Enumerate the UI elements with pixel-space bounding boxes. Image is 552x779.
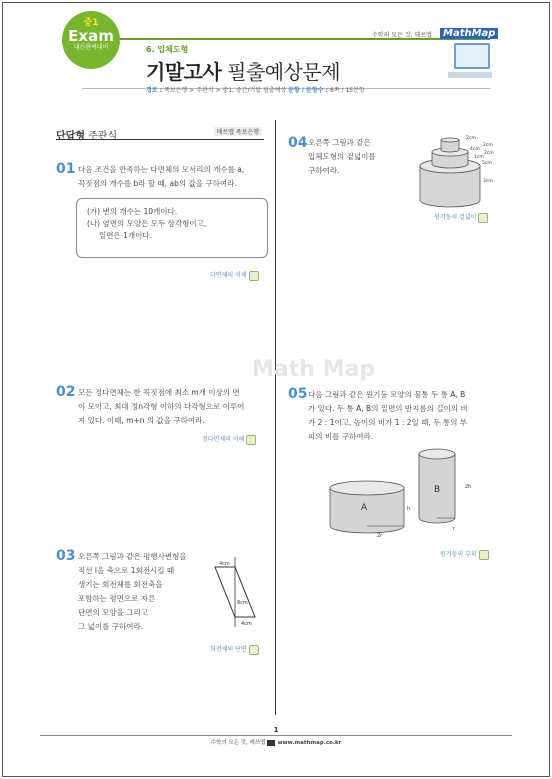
keyboard-icon [448, 72, 492, 78]
question-line: 입체도형의 겉넓이를 [308, 152, 376, 161]
question-number-03: 03 [56, 548, 76, 564]
question-line: 꼭짓점의 개수를 b라 할 때, ab의 값을 구하여라. [78, 179, 237, 188]
question-line: 생기는 회전체를 회전축을 [78, 580, 163, 589]
question-line: 이 모이고, 최대 정n각형 이하의 다각형으로 이루어 [78, 402, 245, 411]
question-line: 져 있다. 이때, m+n 의 값을 구하여라. [78, 416, 205, 425]
question-text-03 [78, 550, 208, 634]
note-icon [479, 550, 489, 560]
unit-label: 6. 입체도형 [146, 45, 189, 54]
label-b: B [434, 485, 441, 495]
label-r1: 2r [377, 533, 383, 539]
note-icon [478, 213, 488, 223]
section-title-rest: 주관식 [84, 131, 118, 142]
question-line: 가 있다. 두 통 A, B의 밑면의 반지름의 길이의 비 [308, 404, 468, 413]
parallelogram-figure [205, 555, 265, 630]
hint-03[interactable] [210, 644, 259, 655]
badge-grade: 중1 [83, 18, 99, 28]
question-line: 직선 l을 축으로 1회전시킬 때 [78, 566, 175, 575]
stacked-cylinders-figure [408, 130, 498, 210]
exam-badge [62, 11, 120, 69]
question-line: 포함하는 평면으로 자른 [78, 594, 156, 603]
hint-01[interactable] [210, 270, 259, 281]
fig-label-bot: 4cm [241, 621, 252, 627]
note-icon [249, 271, 259, 281]
question-line: 단면의 모양을 그리고 [78, 608, 148, 617]
watermark: Math Map [252, 357, 376, 382]
footer-square-icon [267, 740, 275, 746]
two-cylinders-figure [325, 440, 500, 540]
fig-label: 4cm [470, 147, 480, 152]
question-line: 구하여라. [308, 166, 340, 175]
mathmap-logo: MathMap [440, 28, 498, 39]
section-title-bold: 단답형 [56, 131, 85, 142]
fig-label: 2cm [466, 136, 476, 141]
page-number: 1 [273, 726, 279, 734]
hint-label: 다면체의 이해 [210, 272, 247, 279]
question-line: 다음 그림과 같은 원기둥 모양의 물통 두 통 A, B [308, 390, 466, 399]
fig-label: 3cm [483, 179, 493, 184]
count-label: 문항 / 문항수 : [288, 87, 331, 94]
condition-line: (나) 옆면의 모양은 모두 삼각형이고, [87, 219, 207, 228]
fig-label: 5cm [482, 161, 492, 166]
hint-label: 원기둥의 부피 [440, 551, 477, 558]
fig-label-mid: 8cm [237, 600, 248, 606]
section-header [56, 124, 264, 140]
hint-label: 원기둥의 겉넓이 [434, 214, 477, 221]
question-line: 오른쪽 그림과 같은 평행사변형을 [78, 552, 187, 561]
question-text-01 [78, 163, 272, 191]
question-line: 모든 정다면체는 한 꼭짓점에 최소 m개 이상의 면 [78, 388, 240, 397]
title-bold: 기말고사 [146, 60, 222, 84]
condition-line: (가) 변의 개수는 10개이다. [87, 207, 178, 216]
fig-label: 2cm [484, 151, 494, 156]
fig-label-top: 4cm [219, 561, 230, 567]
question-line: 가 2 : 1이고, 높이의 비가 1 : 2일 때, 두 통의 부 [308, 418, 467, 427]
footer-url[interactable]: www.mathmap.co.kr [277, 740, 342, 746]
title-rest: 필출예상문제 [221, 60, 341, 84]
footer [0, 738, 552, 746]
question-text-04 [308, 136, 408, 178]
question-number-02: 02 [56, 384, 76, 400]
cylinder-a-top [330, 481, 404, 495]
question-number-01: 01 [56, 161, 76, 177]
question-number-04: 04 [288, 135, 308, 151]
footer-tagline: 수학의 모든 것, 매쓰맵 [210, 740, 266, 746]
question-text-05 [308, 388, 504, 444]
fig-label: 2cm [483, 143, 493, 148]
label-h2: 2h [465, 484, 472, 490]
count-value: 6쪽 / 15문항 [330, 87, 365, 94]
breadcrumb [146, 85, 365, 94]
question-line: 다음 조건을 만족하는 다면체의 모서리의 개수를 a, [78, 165, 245, 174]
question-line: 오른쪽 그림과 같은 [308, 138, 371, 147]
monitor-icon [454, 43, 490, 69]
hint-04[interactable] [434, 212, 488, 223]
question-text-02 [78, 386, 274, 428]
condition-line: 밑면은 1개이다. [99, 231, 153, 240]
hint-label: 회전체의 단면 [210, 646, 247, 653]
note-icon [249, 645, 259, 655]
cylinder-top-top [441, 138, 459, 142]
label-r2: r [453, 526, 456, 532]
path-value: 족보은행 > 주관식 > 중1, 중간/기말 필출예상 [164, 87, 287, 94]
badge-sub: 내신완벽대비 [73, 44, 109, 51]
question-number-05: 05 [288, 386, 308, 402]
label-a: A [361, 503, 368, 513]
footer-rule [40, 735, 512, 736]
column-divider [275, 120, 276, 715]
page-title [146, 56, 340, 85]
path-label: 경로 : [146, 87, 165, 94]
hint-02[interactable] [202, 434, 256, 445]
hint-05[interactable] [440, 549, 489, 560]
question-line: 피의 비를 구하여라. [308, 432, 374, 441]
hint-label: 정다면체의 이해 [202, 436, 245, 443]
condition-box [76, 198, 268, 258]
cylinder-b-top [419, 449, 455, 459]
note-icon [246, 435, 256, 445]
question-line: 그 넓이를 구하여라. [78, 622, 144, 631]
tagline: 수학의 모든 것, 매쓰맵 [372, 32, 432, 39]
badge-exam: Exam [68, 27, 114, 45]
label-h1: h [407, 506, 411, 512]
fig-label: 1cm [474, 155, 484, 160]
section-tag: 매쓰맵 족보은행 [214, 127, 262, 136]
